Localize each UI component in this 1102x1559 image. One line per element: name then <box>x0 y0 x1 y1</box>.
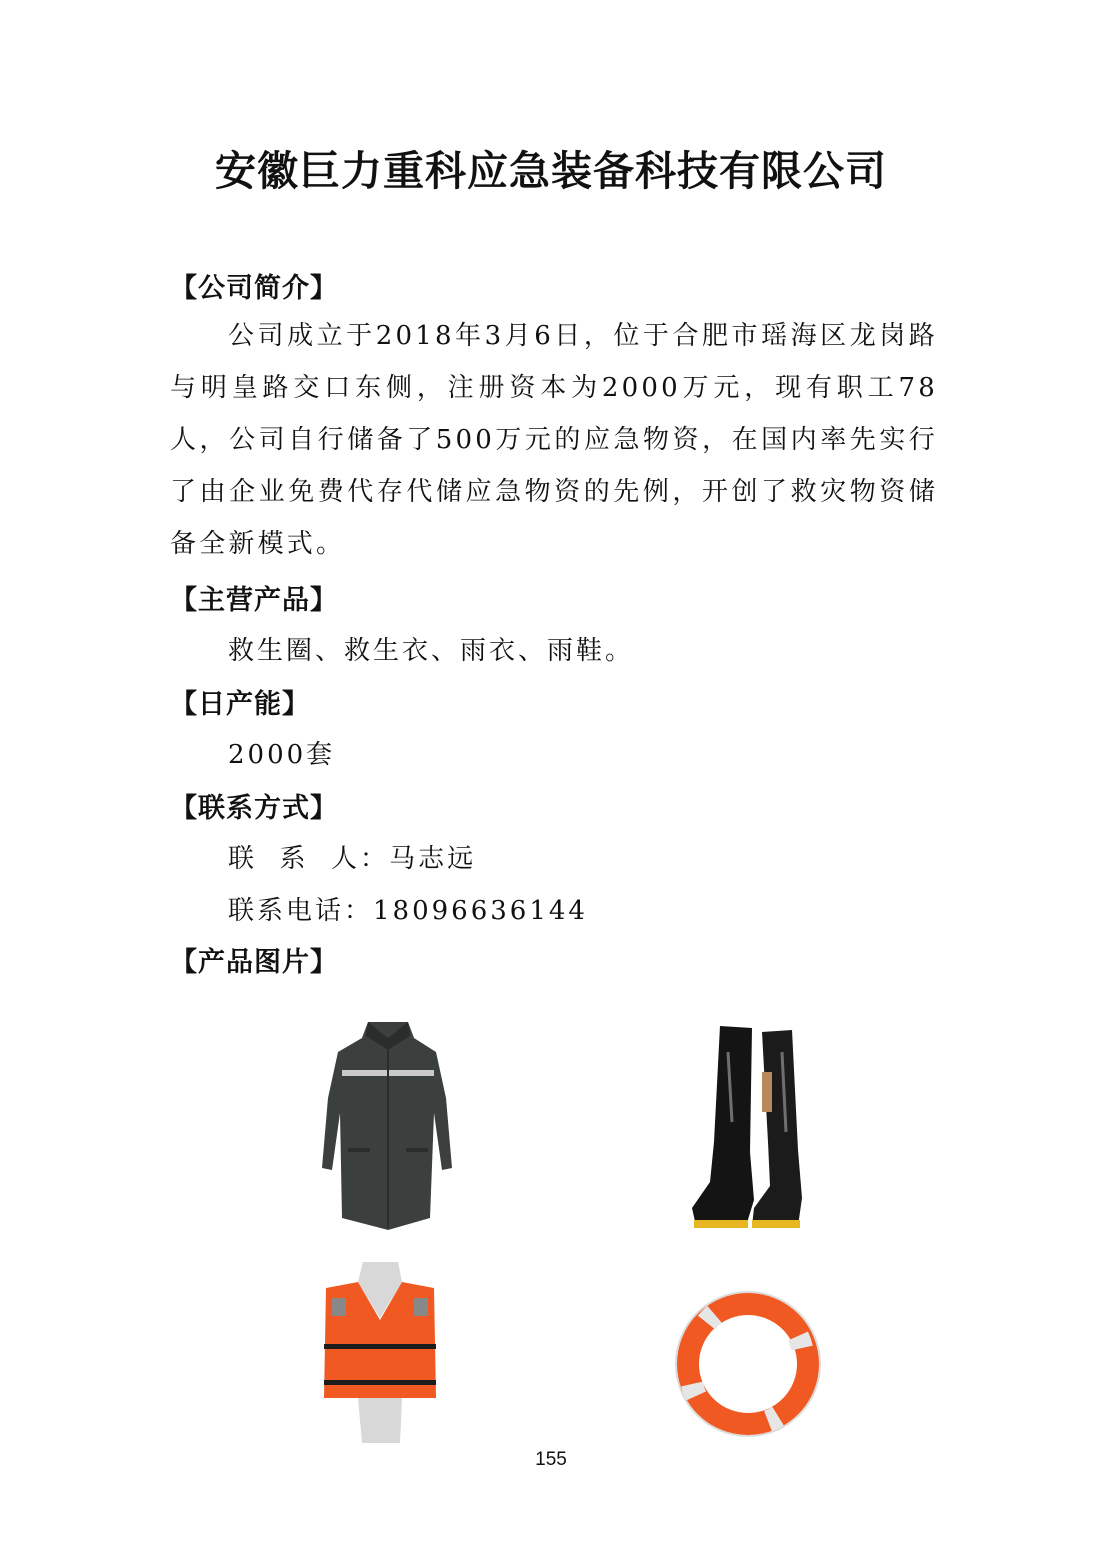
contact-phone-row <box>228 890 588 927</box>
life-jacket-image <box>318 1258 443 1450</box>
section-heading-images: 【产品图片】 <box>170 947 338 978</box>
page-number: 155 <box>535 1449 567 1470</box>
raincoat-image <box>318 1018 458 1233</box>
section-heading-products: 【主营产品】 <box>170 585 338 616</box>
contact-person-label: 联 系 人： <box>228 844 390 874</box>
contact-phone-label: 联系电话： <box>228 896 374 926</box>
products-text: 救生圈、救生衣、雨衣、雨鞋。 <box>228 636 635 666</box>
contact-phone-value: 18096636144 <box>373 896 588 926</box>
contact-person-row <box>228 838 476 875</box>
intro-paragraph: 公司成立于2018年3月6日，位于合肥市瑶海区龙岗路与明皇路交口东侧，注册资本为2000万元，现有职工78人，公司自行储备了500万元的应急物资，在国内率先实行了由企业免费代存代储应急物资的先例，开创了救灾物资储备全新模式。 <box>170 321 938 559</box>
section-heading-intro: 【公司简介】 <box>170 273 338 304</box>
capacity-text: 2000套 <box>228 740 336 770</box>
life-buoy-image <box>670 1284 830 1448</box>
section-heading-contact: 【联系方式】 <box>170 793 338 824</box>
page-title: 安徽巨力重科应急装备科技有限公司 <box>215 147 887 195</box>
section-heading-capacity: 【日产能】 <box>170 689 310 720</box>
contact-person-value: 马志远 <box>389 844 477 874</box>
rain-boots-image <box>670 1022 820 1232</box>
